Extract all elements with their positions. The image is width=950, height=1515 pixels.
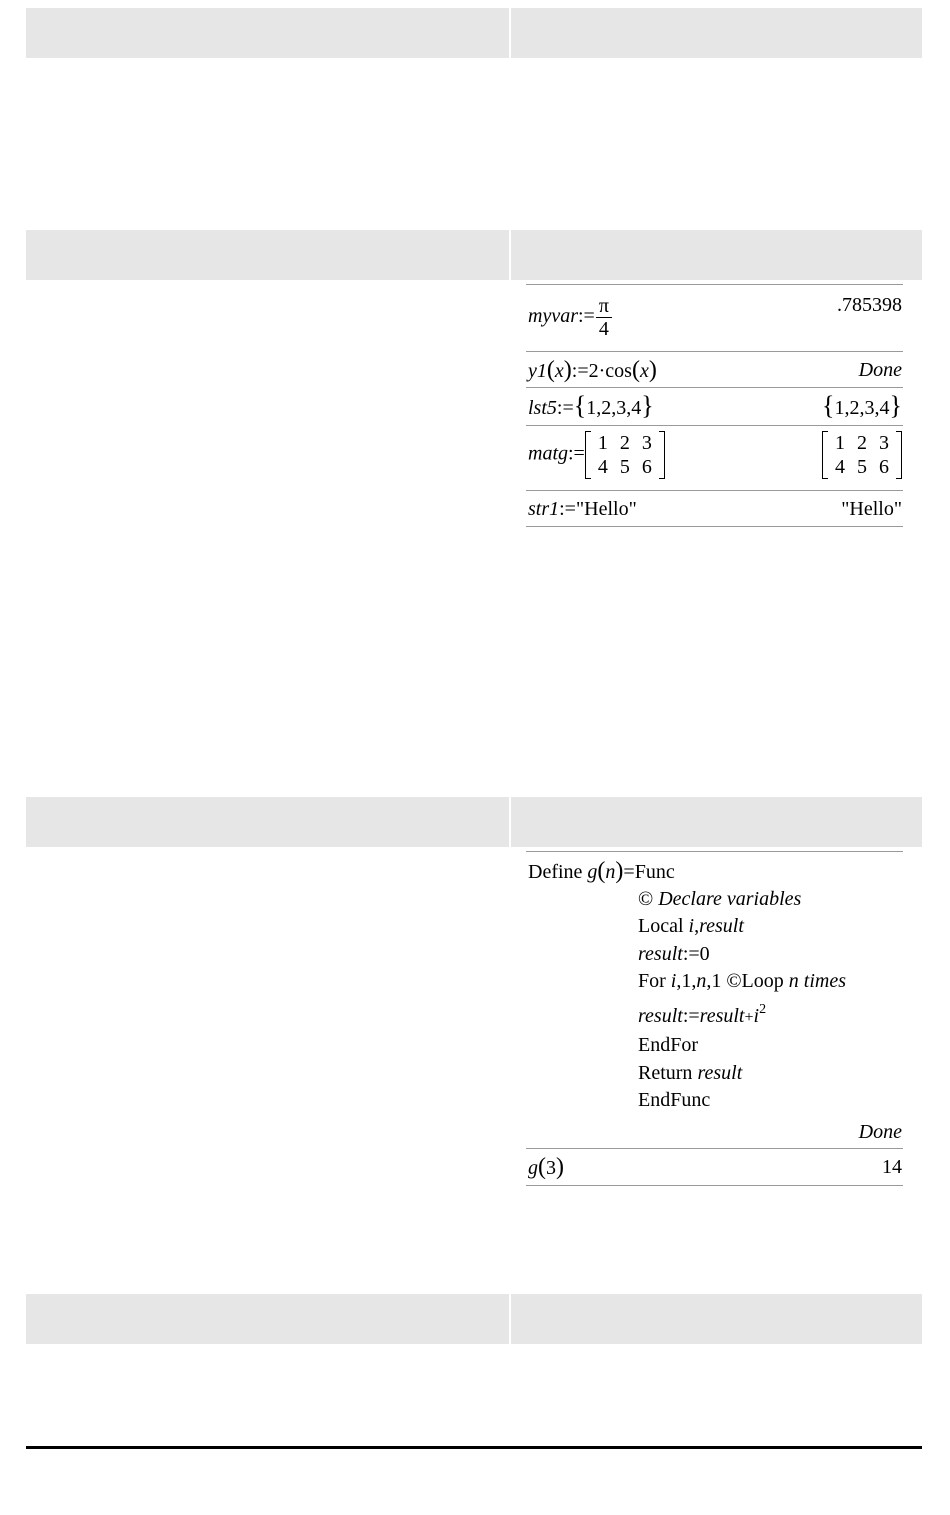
- define-result: Done: [858, 1121, 902, 1143]
- for-comment-times: times: [803, 970, 846, 992]
- call-input: [528, 1155, 564, 1180]
- expression-arg: x: [639, 360, 649, 382]
- open-paren: (: [546, 357, 555, 383]
- variable-name: lst5: [528, 397, 557, 419]
- open-brace: {: [573, 391, 587, 420]
- separator: ,: [694, 915, 700, 937]
- matrix-cell: 3: [879, 432, 889, 454]
- variable-name: myvar: [528, 305, 578, 328]
- loop-var: i: [753, 1005, 760, 1027]
- example-result: [822, 431, 902, 479]
- example-input: [528, 295, 612, 340]
- return-var: result: [697, 1062, 743, 1084]
- store-operator: :=: [577, 305, 595, 328]
- function-name: g: [587, 861, 598, 883]
- store-examples-panel: [526, 284, 903, 527]
- result-matrix: [822, 431, 902, 479]
- section-header-band-2: [26, 230, 922, 280]
- define-keyword: Define: [528, 861, 583, 883]
- assign-operator: :=: [682, 1005, 700, 1027]
- close-paren: ): [615, 858, 624, 884]
- list-values: 1,2,3,4: [834, 397, 890, 419]
- call-result: 14: [882, 1156, 902, 1178]
- example-input: [528, 391, 654, 420]
- fraction-denominator: 4: [598, 318, 609, 340]
- code-for-line: [638, 969, 846, 993]
- local-var: result: [699, 915, 744, 937]
- fraction-numerator: π: [596, 295, 612, 318]
- function-arg: x: [554, 360, 564, 382]
- code-return-line: [638, 1061, 742, 1085]
- example-input: [528, 431, 665, 479]
- init-operator: :=0: [682, 943, 710, 965]
- comment-text: Declare variables: [658, 888, 802, 910]
- function-name: y1: [528, 360, 547, 382]
- example-result: "Hello": [841, 498, 902, 520]
- code-endfor-line: EndFor: [638, 1034, 698, 1056]
- list-values: 1,2,3,4: [586, 397, 642, 419]
- func-keyword: =Func: [623, 861, 675, 883]
- code-body-line: [638, 1004, 766, 1030]
- page-bottom-rule: [26, 1446, 922, 1449]
- band-divider: [509, 1294, 511, 1344]
- for-keyword: For: [638, 970, 666, 992]
- close-paren: ): [563, 357, 572, 383]
- variable-name: result: [638, 1005, 683, 1027]
- example-result: Done: [858, 359, 902, 381]
- local-var: i: [688, 915, 695, 937]
- example-row-y1: [526, 352, 903, 388]
- for-comment-n: n: [788, 970, 799, 992]
- band-divider: [509, 797, 511, 847]
- matrix-cell: 6: [641, 456, 652, 478]
- matrix-cell: 6: [879, 456, 889, 478]
- close-paren: ): [648, 357, 657, 383]
- loop-var: i: [670, 970, 677, 992]
- matrix-cell: 3: [641, 432, 652, 454]
- call-row: [526, 1149, 903, 1186]
- example-row-lst5: [526, 388, 903, 426]
- store-operator: :=: [556, 397, 574, 419]
- local-keyword: Local: [638, 915, 684, 937]
- section-header-band-4: [26, 1294, 922, 1344]
- example-result: [822, 391, 902, 420]
- code-local-line: [638, 914, 744, 938]
- define-header: [528, 859, 675, 884]
- example-result: .785398: [837, 294, 902, 316]
- matrix-cell: 2: [857, 432, 867, 454]
- function-arg: n: [605, 861, 616, 883]
- variable-name: result: [638, 943, 683, 965]
- fraction: [596, 295, 612, 340]
- variable-name: str1: [528, 498, 560, 520]
- close-paren: ): [556, 1154, 564, 1180]
- store-operator: :=: [559, 498, 576, 520]
- for-comment: ©Loop: [726, 970, 784, 992]
- open-paren: (: [631, 357, 640, 383]
- open-brace: {: [822, 391, 835, 420]
- matrix-cell: 5: [619, 456, 630, 478]
- matrix-cell: 1: [597, 432, 608, 454]
- example-row-str1: [526, 491, 903, 527]
- example-row-matg: [526, 426, 903, 491]
- return-keyword: Return: [638, 1062, 693, 1084]
- matrix-cell: 1: [835, 432, 845, 454]
- string-value: "Hello": [575, 498, 637, 520]
- function-name: g: [528, 1157, 538, 1179]
- band-divider: [509, 230, 511, 280]
- comment-symbol: ©: [638, 888, 654, 910]
- section-header-band-1: [26, 8, 922, 58]
- matrix-cell: 5: [857, 456, 867, 478]
- code-comment-line: [638, 887, 801, 911]
- example-input: [528, 497, 637, 521]
- close-brace: }: [641, 391, 654, 420]
- input-matrix: [585, 431, 665, 479]
- plus-operator: +: [744, 1009, 754, 1026]
- matrix-cell: 4: [597, 456, 608, 478]
- code-init-line: [638, 942, 710, 966]
- matrix-cell: 4: [835, 456, 845, 478]
- for-args: ,1,: [676, 970, 697, 992]
- open-paren: (: [538, 1154, 546, 1180]
- section-header-band-3: [26, 797, 922, 847]
- code-endfunc-line: EndFunc: [638, 1089, 711, 1111]
- band-divider: [509, 8, 511, 58]
- store-operator: :=: [568, 442, 585, 465]
- for-step: ,1: [706, 970, 722, 992]
- define-row: [526, 851, 903, 1149]
- variable-name: result: [699, 1005, 745, 1027]
- function-expression: :=2·cos: [571, 360, 632, 382]
- open-paren: (: [597, 858, 606, 884]
- exponent: 2: [759, 1002, 767, 1017]
- call-arg: 3: [546, 1157, 556, 1179]
- define-example-panel: [526, 851, 903, 1186]
- matrix-cell: 2: [619, 432, 630, 454]
- loop-limit: n: [696, 970, 707, 992]
- example-input: [528, 358, 657, 383]
- variable-name: matg: [528, 442, 568, 465]
- close-brace: }: [889, 391, 902, 420]
- example-row-myvar: [526, 284, 903, 352]
